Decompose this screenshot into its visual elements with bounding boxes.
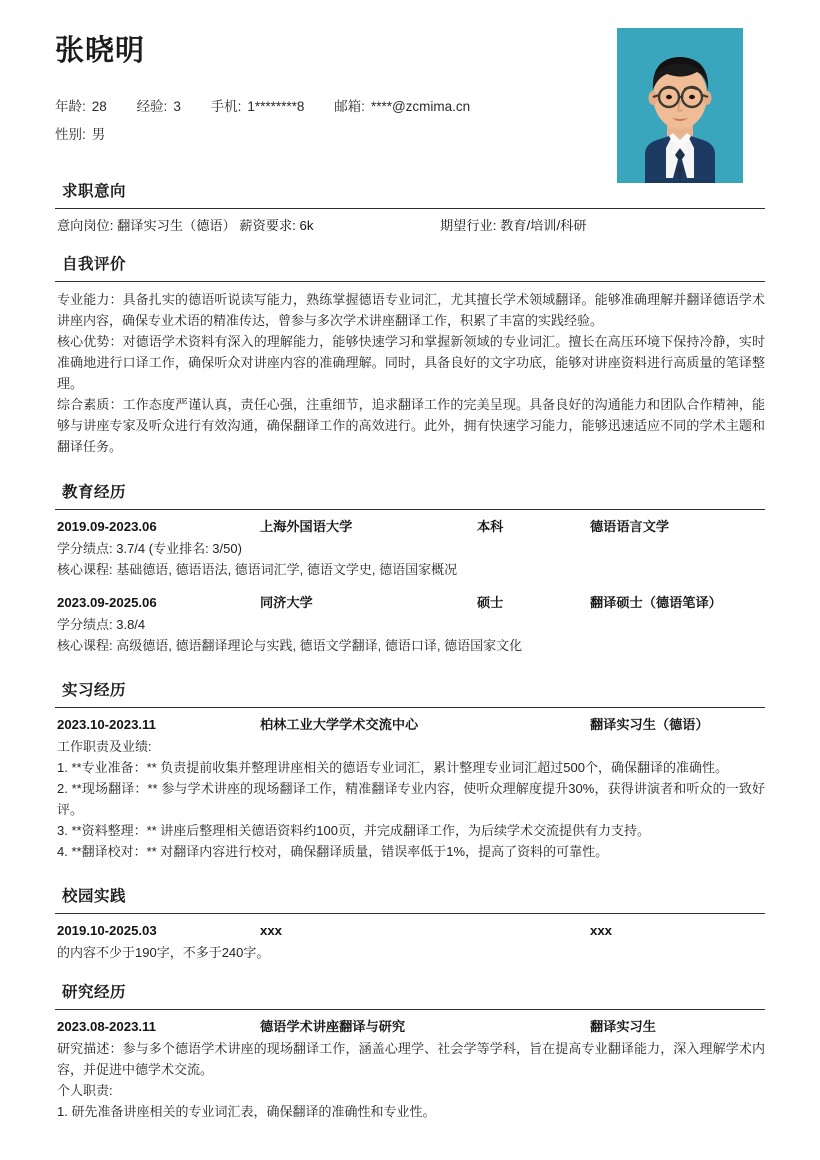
- education-entry: [57, 517, 765, 580]
- research-entry-header: [57, 1017, 765, 1038]
- meta-email-value: ****@zcmima.cn: [370, 98, 471, 114]
- section-title-education: 教育经历: [62, 484, 127, 502]
- meta-experience-value: 3: [173, 98, 181, 114]
- page-title: 张晓明: [55, 35, 146, 67]
- internship-bullet: 1. **专业准备：** 负责提前收集并整理讲座相关的德语专业词汇，累计整理专业词汇超过500个，确保翻译的准确性。: [57, 759, 728, 775]
- section-education: [55, 481, 765, 655]
- education-date: 2023.09-2025.06: [57, 594, 157, 610]
- campus-practice-entry-header: [57, 921, 765, 942]
- research-description: 研究描述：参与多个德语学术讲座的现场翻译工作，涵盖心理学、社会学等学科，旨在提高专业翻译能力，深入理解学术内容，并促进中德学术交流。: [57, 1040, 765, 1078]
- meta-phone-value: 1********8: [247, 98, 305, 114]
- education-entry-header: [57, 593, 765, 614]
- meta-phone: [211, 97, 305, 118]
- section-title-self-evaluation: 自我评价: [62, 256, 127, 274]
- internship-bullet: 3. **资料整理：** 讲座后整理相关德语资料约100页，并完成翻译工作，为后续学术交流提供有力支持。: [57, 822, 650, 838]
- section-divider: [55, 281, 765, 282]
- section-title-research: 研究经历: [62, 983, 127, 1001]
- education-courses: 核心课程: 基础德语, 德语语法, 德语词汇学, 德语文学史, 德语国家概况: [57, 562, 458, 578]
- education-degree: 本科: [477, 519, 504, 535]
- spacer: [55, 459, 765, 481]
- meta-gender: [55, 125, 105, 146]
- meta-age-value: 28: [91, 98, 107, 114]
- section-divider: [55, 208, 765, 209]
- meta-email-label: 邮箱:: [334, 98, 365, 114]
- job-intent-body: [55, 216, 765, 237]
- self-evaluation-body: [55, 289, 765, 457]
- meta-gender-label: 性别:: [55, 126, 86, 142]
- education-courses: 核心课程: 高级德语, 德语翻译理论与实践, 德语文学翻译, 德语口译, 德语国家文化: [57, 637, 523, 653]
- internship-position: 翻译实习生（德语）: [590, 716, 709, 732]
- education-gpa: 学分绩点: 3.7/4 (专业排名: 3/50): [57, 541, 242, 557]
- section-self-evaluation: [55, 253, 765, 457]
- internship-company: 柏林工业大学学术交流中心: [260, 716, 419, 732]
- spacer: [55, 239, 765, 253]
- section-divider: [55, 1009, 765, 1010]
- campus-practice-description: 的内容不少于190字，不多于240字。: [57, 944, 270, 960]
- self-evaluation-paragraph: 综合素质：工作态度严谨认真，责任心强，注重细节，追求翻译工作的完美呈现。具备良好的沟通能力和团队合作精神，能够与讲座专家及听众进行有效沟通，确保翻译工作的高效进行。此外，拥有快速学习能力，能够迅速适应不同的学术主题和翻译任务。: [57, 397, 765, 455]
- meta-experience: [137, 97, 181, 118]
- spacer: [55, 660, 765, 679]
- job-intent-row: [57, 216, 765, 237]
- section-divider: [55, 509, 765, 510]
- section-research: [55, 981, 765, 1122]
- education-entry: [57, 593, 765, 656]
- spacer: [55, 967, 765, 981]
- campus-practice-body: [55, 921, 765, 963]
- meta-age: [55, 97, 107, 118]
- internship-date: 2023.10-2023.11: [57, 716, 157, 732]
- internship-entry-header: [57, 715, 765, 736]
- avatar-illustration: [617, 28, 743, 183]
- spacer: [55, 866, 765, 885]
- section-divider: [55, 707, 765, 708]
- education-date: 2019.09-2023.06: [57, 519, 157, 535]
- meta-phone-label: 手机:: [210, 98, 242, 114]
- campus-practice-entry: [57, 921, 765, 963]
- meta-email: [334, 97, 470, 118]
- internship-body: [55, 715, 765, 862]
- self-evaluation-paragraph: 专业能力：具备扎实的德语听说读写能力，熟练掌握德语专业词汇，尤其擅长学术领域翻译。能够准确理解并翻译德语学术讲座内容，确保专业术语的精准传达，曾参与多次学术讲座翻译工作，积累了丰富的实践经验。: [57, 292, 765, 329]
- research-date: 2023.08-2023.11: [57, 1018, 157, 1034]
- campus-practice-position: xxx: [590, 922, 613, 938]
- education-school: 上海外国语大学: [260, 519, 353, 535]
- section-internship: [55, 679, 765, 862]
- meta-age-label: 年龄:: [55, 98, 86, 114]
- research-body: [55, 1017, 765, 1122]
- section-job-intent: [55, 180, 765, 237]
- internship-entry: [57, 715, 765, 862]
- job-intent-position: 意向岗位: 翻译实习生（德语） 薪资要求: 6k: [57, 218, 314, 234]
- internship-intro: 工作职责及业绩:: [57, 738, 152, 754]
- research-topic: 德语学术讲座翻译与研究: [260, 1018, 406, 1034]
- section-title-internship: 实习经历: [62, 681, 127, 699]
- research-bullet: 1. 研先准备讲座相关的专业词汇表，确保翻译的准确性和专业性。: [57, 1104, 436, 1120]
- education-major: 德语语言文学: [590, 519, 670, 535]
- job-intent-industry: 期望行业: 教育/培训/科研: [440, 218, 587, 234]
- education-school: 同济大学: [260, 594, 313, 610]
- section-campus-practice: [55, 885, 765, 963]
- campus-practice-org: xxx: [260, 922, 283, 938]
- avatar: [617, 28, 743, 183]
- education-major: 翻译硕士（德语笔译）: [590, 594, 722, 610]
- education-degree: 硕士: [477, 594, 504, 610]
- campus-practice-date: 2019.10-2025.03: [57, 922, 157, 938]
- resume-header: [55, 0, 765, 180]
- research-duty-label: 个人职责:: [57, 1083, 113, 1099]
- research-position: 翻译实习生: [590, 1018, 656, 1034]
- education-body: [55, 517, 765, 655]
- meta-gender-value: 男: [91, 126, 106, 142]
- section-title-campus-practice: 校园实践: [62, 887, 127, 905]
- education-entry-header: [57, 517, 765, 538]
- section-title-job-intent: 求职意向: [62, 183, 127, 200]
- self-evaluation-paragraph: 核心优势：对德语学术资料有深入的理解能力，能够快速学习和掌握新领域的专业词汇。擅长在高压环境下保持冷静，实时准确地进行口译工作，确保听众对讲座内容的准确理解。同时，具备良好的文字功底，能够对讲座资料进行高质量的笔译整理。: [57, 334, 765, 392]
- internship-bullet: 4. **翻译校对：** 对翻译内容进行校对，确保翻译质量，错误率低于1%，提高了资料的可靠性。: [57, 843, 609, 859]
- meta-experience-label: 经验:: [136, 98, 168, 114]
- education-gpa: 学分绩点: 3.8/4: [57, 616, 146, 632]
- internship-bullet: 2. **现场翻译：** 参与学术讲座的现场翻译工作，精准翻译专业内容，使听众理解度提升30%，获得讲演者和听众的一致好评。: [57, 780, 765, 817]
- research-entry: [57, 1017, 765, 1122]
- section-divider: [55, 913, 765, 914]
